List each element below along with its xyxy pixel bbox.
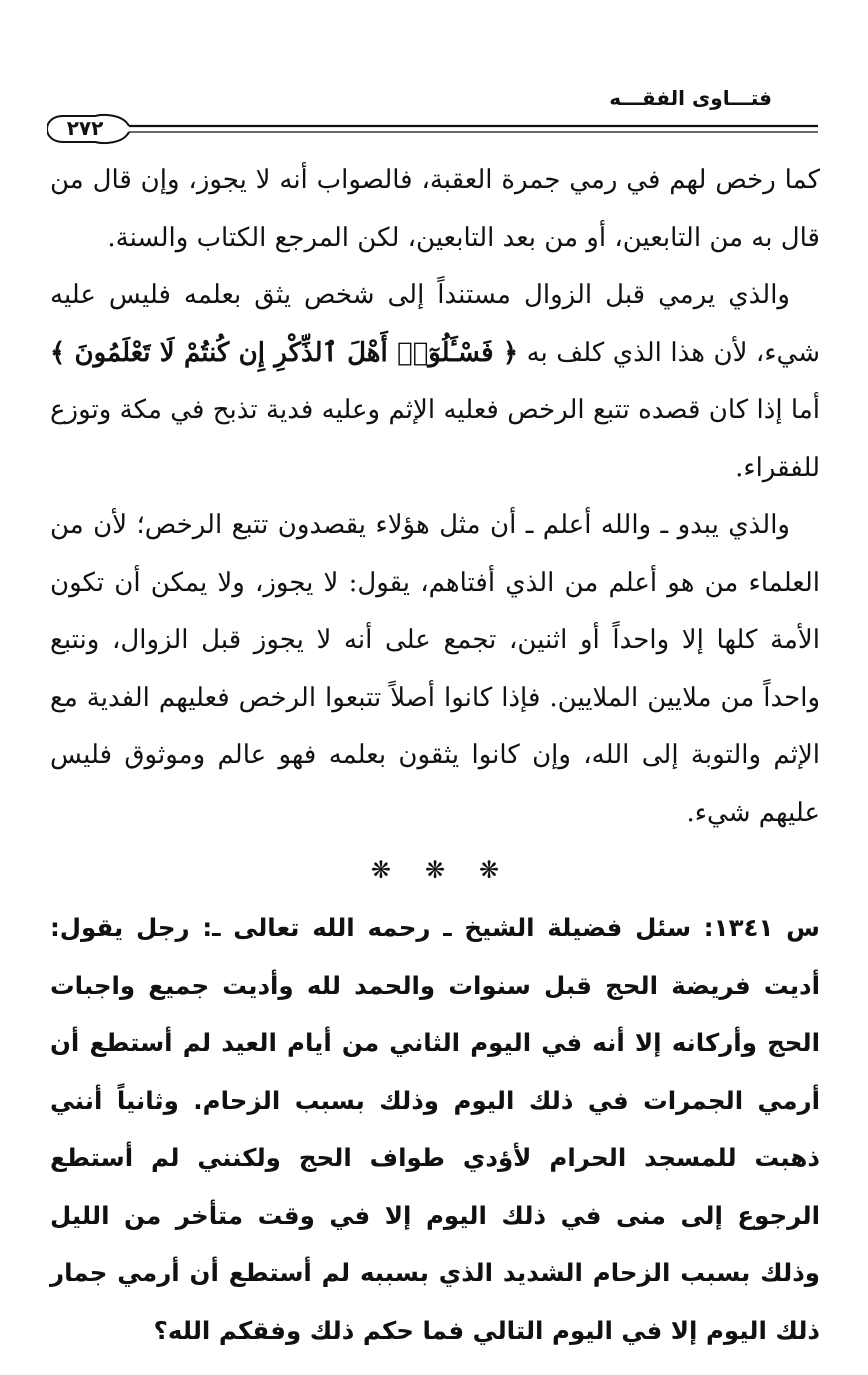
paragraph-text: والذي يرمي قبل الزوال مستنداً إلى شخص يثق بعلمه فليس عليه شيء، لأن هذا الذي كلف به: [50, 280, 821, 368]
asterism-icon: ❋: [479, 855, 500, 884]
question-text: سئل فضيلة الشيخ ـ رحمه الله تعالى ـ: رجل يقول: أديت فريضة الحج قبل سنوات والحمد لله وأديت جميع واجبات الحج وأركانه إلا أنه في اليوم الثاني من أيام العيد لم أستطع أن أرمي الجمرات في ذلك اليوم وذلك بسبب الزحام. وثانياً أنني ذهبت للمسجد الحرام لأؤدي طواف الحج ولكنني لم أستطع الرجوع إلى منى في ذلك اليوم إلا في وقت متأخر من الليل وذلك بسبب الزحام الشديد الذي بسببه لم أستطع أن أرمي جمار ذلك اليوم إلا في اليوم التالي فما حكم ذلك وفقكم الله؟: [50, 913, 820, 1345]
quran-verse: ﴿ فَسْـَٔلُوٓا۟ أَهْلَ ٱلذِّكْرِ إِن كُنتُمْ لَا تَعْلَمُونَ ﴾: [50, 337, 519, 368]
running-head-title: فتـــاوى الفقـــه: [609, 86, 772, 110]
header-rule: [47, 112, 818, 148]
question-paragraph: [50, 899, 820, 1359]
question-number: س ١٣٤١:: [703, 913, 820, 942]
header-rule-graphic: [47, 112, 818, 148]
asterism-icon: ❋: [370, 855, 391, 884]
asterism-icon: ❋: [424, 855, 446, 884]
paragraph: كما رخص لهم في رمي جمرة العقبة، فالصواب أنه لا يجوز، وإن قال من قال به من التابعين، أو من بعد التابعين، لكن المرجع الكتاب والسنة.: [50, 165, 820, 253]
paragraph-with-verse: [50, 267, 820, 497]
section-separator: [50, 842, 820, 899]
paragraph-text: أما إذا كان قصده تتبع الرخص فعليه الإثم وعليه فدية تذبح في مكة وتوزع للفقراء.: [50, 395, 820, 483]
paragraph: والذي يبدو ـ والله أعلم ـ أن مثل هؤلاء يقصدون تتبع الرخص؛ لأن من العلماء من هو أعلم من الذي أفتاهم، يقول: لا يجوز، ولا يمكن أن تكون الأمة كلها إلا واحداً أو اثنين، تجمع على أنه لا يجوز قبل الزوال، ونتبع واحداً من ملايين الملايين. فإذا كانوا أصلاً تتبعوا الرخص فعليهم الفدية مع الإثم والتوبة إلى الله، وإن كانوا يثقون بعلمه فهو عالم وموثوق فليس عليهم شيء.: [50, 510, 820, 828]
page-number: ٢٧٢: [66, 116, 104, 140]
main-text: [50, 152, 820, 1359]
